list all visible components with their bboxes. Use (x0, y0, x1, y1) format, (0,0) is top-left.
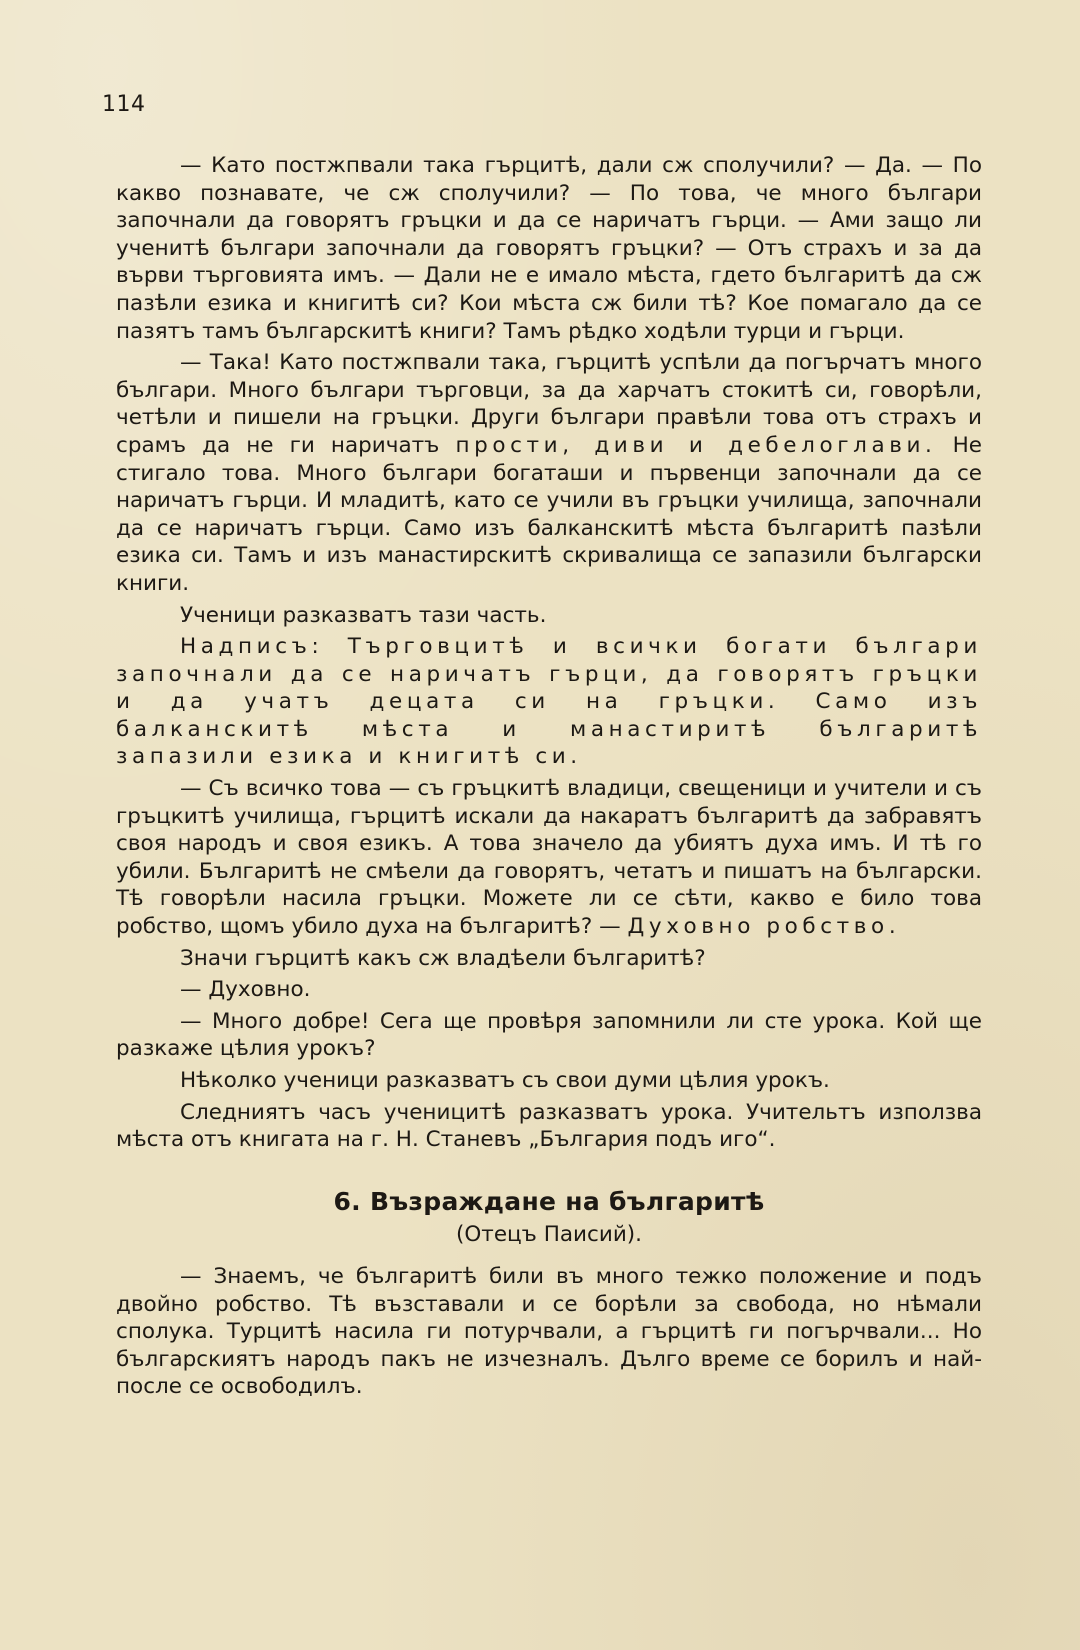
paragraph-text: — Съ всичко това — съ гръцкитѣ владици, свещеници и учители и съ гръцкитѣ училища, гърцитѣ искали да накаратъ българитѣ да забравятъ своя народъ и своя езикъ. А това значело да убиятъ духа имъ. И тѣ го убили. Българитѣ не смѣели да говорятъ, четатъ и пишатъ на български. Тѣ говорѣли насила гръцки. Можете ли се сѣти, какво е било това робство, щомъ убило духа на българитѣ? — (116, 776, 982, 940)
paragraph: Нѣколко ученици разказватъ съ свои думи цѣлия урокъ. (180, 1068, 830, 1093)
paragraph: — Духовно. (180, 977, 311, 1003)
paragraph (116, 775, 982, 941)
spaced-emphasis: прости, диви и дебелоглави. (455, 432, 937, 458)
spaced-emphasis: Духовно робство. (627, 914, 901, 940)
section-title: 6. Възраждане на българитѣ (333, 1186, 765, 1216)
paragraph (116, 349, 982, 597)
paragraph: — Като постжпвали така гърцитѣ, дали сж сполучили? — Да. — По какво познавате, че сж сполучили? — По това, че много българи започнали да говорятъ гръцки и да се наричатъ гърци. — Ами защо ли ученитѣ българи започнали да говорятъ гръцки? — Отъ страхъ и за да върви търговията имъ. — Дали не е имало мѣста, гдето българитѣ да сж пазѣли езика и книгитѣ си? Кои мѣста сж били тѣ? Кое помагало да се пазятъ тамъ българскитѣ книги? Тамъ рѣдко ходѣли турци и гърци. (116, 153, 982, 344)
page-number: 114 (102, 92, 146, 117)
paragraph: Следниятъ часъ ученицитѣ разказватъ урока. Учительтъ използва мѣста отъ книгата на г. Н. Станевъ „България подъ иго“. (116, 1099, 982, 1153)
paragraph: Ученици разказватъ тази часть. (180, 602, 547, 628)
section-subtitle: (Отецъ Паисий). (455, 1222, 643, 1248)
paragraph-text: Не стигало това. Много българи богаташи и първенци започнали да се наричатъ гърци. И младитѣ, като се учили въ гръцки училища, започнали да се наричатъ гърци. Само изъ балканскитѣ мѣста българитѣ пазѣли езика си. Тамъ и изъ манастирскитѣ скривалища се запазили български книги. (116, 432, 982, 596)
paragraph: — Знаемъ, че българитѣ били въ много тежко положение и подъ двойно робство. Тѣ възставали и се борѣли за свобода, но нѣмали сполука. Турцитѣ насила ги потурчвали, а гърцитѣ ги погърчвали... Но българскиятъ народъ пакъ не изчезналъ. Дълго време се борилъ и най-после се освободилъ. (116, 1263, 982, 1400)
body-text (116, 152, 982, 1405)
paragraph-text: — Така! Като постжпвали така, гърцитѣ успѣли да погърчатъ много българи. Много българи търговци, за да харчатъ стокитѣ си, говорѣли, четѣли и пишели на гръцки. Други българи правѣли това отъ страхъ и срамъ да не ги наричатъ (116, 350, 982, 458)
inscription-paragraph: Надписъ: Търговцитѣ и всички богати българи започнали да се наричатъ гърци, да говорятъ гръцки и да учатъ децата си на гръцки. Само изъ балканскитѣ мѣста и манастиритѣ българитѣ запазили езика и книгитѣ си. (116, 634, 982, 770)
paragraph: — Много добре! Сега ще провѣря запомнили ли сте урока. Кой ще разкаже цѣлия урокъ? (116, 1008, 982, 1062)
paragraph: Значи гърцитѣ какъ сж владѣели българитѣ? (180, 945, 706, 971)
